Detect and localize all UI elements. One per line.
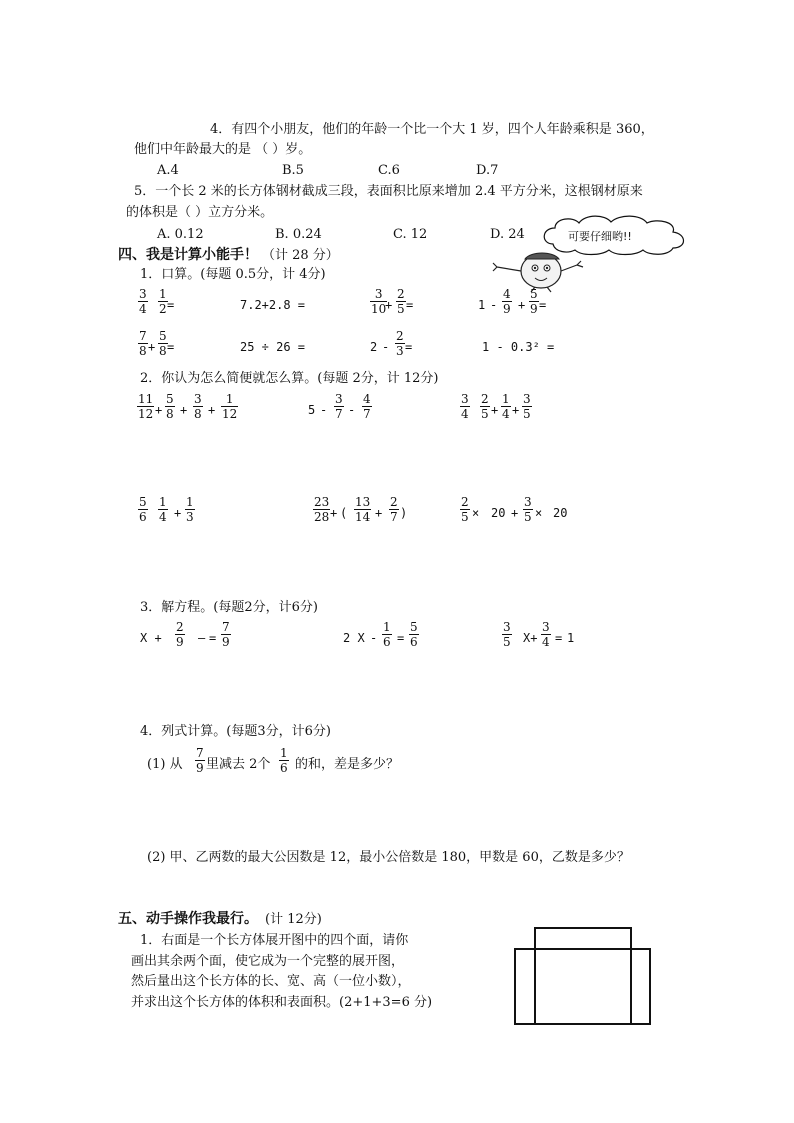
expr-1-0.3sq: 1 - 0.3² = <box>482 340 555 354</box>
section5-line4: 并求出这个长方体的体积和表面积。(2+1+3=6 分) <box>131 995 433 1010</box>
two: 2 <box>370 340 378 354</box>
minus-sign: - <box>382 340 390 354</box>
five: 5 <box>308 403 316 417</box>
plus-sign: + <box>511 506 519 520</box>
section5-line1: 1．右面是一个长方体展开图中的四个面，请你 <box>140 933 409 948</box>
one: 1 <box>478 298 486 312</box>
dash: — <box>198 631 206 645</box>
fraction: $\frac{2}{9}$ <box>176 620 184 649</box>
fraction: $\frac{3}{8}$ <box>194 392 202 421</box>
twenty: 20 <box>491 506 506 520</box>
q5-option-a: A. 0.12 <box>157 227 204 242</box>
minus-sign: - <box>348 403 356 417</box>
section4-title: 四、我是计算小能手！ <box>118 247 258 263</box>
fraction: $\frac{1}{3}$ <box>186 495 194 524</box>
fraction: $\frac{5}{6}$ <box>139 495 147 524</box>
expr-25div26: 25 ÷ 26 = <box>240 340 306 354</box>
plus-sign: + <box>174 506 182 520</box>
two-x: 2 X <box>343 631 365 645</box>
fraction: $\frac{3}{4}$ <box>139 287 147 316</box>
fraction: $\frac{2}{7}$ <box>390 495 398 524</box>
minus-sign: - <box>370 631 378 645</box>
fraction: $\frac{3}{7}$ <box>335 392 343 421</box>
q4-option-a: A.4 <box>157 163 179 178</box>
part2-heading: 2．你认为怎么简便就怎么算。(每题 2分，计 12分) <box>140 371 439 386</box>
plus-sign: + <box>512 403 520 417</box>
fraction: $\frac{4}{9}$ <box>503 287 511 316</box>
plus-sign: + <box>375 506 383 520</box>
fraction: $\frac{1}{4}$ <box>502 392 510 421</box>
times-sign: × <box>472 506 480 520</box>
fraction: $\frac{23}{28}$ <box>314 495 330 524</box>
fraction: $\frac{5}{8}$ <box>166 392 174 421</box>
part4-q2: (2) 甲、乙两数的最大公因数是 12，最小公倍数是 180，甲数是 60，乙数是多少？ <box>147 850 630 865</box>
fraction: $\frac{3}{10}$ <box>371 287 387 316</box>
q5-line1: 5．一个长 2 米的长方体钢材截成三段，表面积比原来增加 2.4 平方分米，这根钢材原来 <box>134 184 643 199</box>
equals-sign: = <box>539 298 547 312</box>
fraction: $\frac{7}{9}$ <box>222 620 230 649</box>
right-paren: ) <box>400 506 408 520</box>
fraction: $\frac{7}{9}$ <box>196 746 204 775</box>
fraction: $\frac{1}{6}$ <box>280 746 288 775</box>
part4-q1-prefix: (1) 从 <box>147 757 183 772</box>
fraction: $\frac{2}{5}$ <box>397 287 405 316</box>
part1-heading: 1．口算。(每题 0.5分，计 4分) <box>140 267 326 282</box>
fraction: $\frac{5}{9}$ <box>530 287 538 316</box>
part4-q1-suffix: 的和，差是多少？ <box>295 757 400 772</box>
plus-sign: + <box>208 403 216 417</box>
times-sign: × <box>535 506 543 520</box>
q4-option-b: B.5 <box>282 163 304 178</box>
cartoon-mascot-icon <box>491 243 587 293</box>
plus-sign: + <box>180 403 188 417</box>
part4-q1-middle: 里减去 2个 <box>206 757 271 772</box>
section5-score: (计 12分) <box>265 912 322 927</box>
fraction: $\frac{3}{4}$ <box>542 620 550 649</box>
q4-line1: 4．有四个小朋友，他们的年龄一个比一个大 1 岁，四个人年龄乘积是 360， <box>210 122 654 137</box>
section5-title: 五、动手操作我最行。 <box>118 911 258 927</box>
plus-sign: + <box>491 403 499 417</box>
fraction: $\frac{13}{14}$ <box>355 495 371 524</box>
fraction: $\frac{2}{5}$ <box>481 392 489 421</box>
fraction: $\frac{11}{12}$ <box>138 392 154 421</box>
part4-heading: 4．列式计算。(每题3分，计6分) <box>140 724 331 739</box>
fraction: $\frac{1}{6}$ <box>383 620 391 649</box>
fraction: $\frac{3}{4}$ <box>461 392 469 421</box>
equals-sign: = <box>555 631 563 645</box>
minus-sign: - <box>490 298 498 312</box>
fraction: $\frac{1}{4}$ <box>159 495 167 524</box>
q5-line2: 的体积是（ ）立方分米。 <box>126 205 274 220</box>
x-plus: X+ <box>523 631 538 645</box>
plus-sign: + <box>330 506 338 520</box>
expr-7.2+2.8: 7.2+2.8 = <box>240 298 306 312</box>
fraction: $\frac{3}{5}$ <box>503 620 511 649</box>
plus-sign: + <box>148 340 156 354</box>
equals-sign: = <box>405 340 413 354</box>
twenty: 20 <box>553 506 568 520</box>
section4-score: （计 28 分） <box>262 248 339 263</box>
equals-sign: = <box>397 631 405 645</box>
q4-option-d: D.7 <box>476 163 499 178</box>
fraction: $\frac{4}{7}$ <box>363 392 371 421</box>
section5-line2: 画出其余两个面，使它成为一个完整的展开图， <box>131 954 405 969</box>
equals-sign: = <box>406 298 414 312</box>
equals-sign: = <box>167 298 175 312</box>
one: 1 <box>567 631 575 645</box>
fraction: $\frac{2}{3}$ <box>396 329 404 358</box>
q4-line2: 他们中年龄最大的是 （ ）岁。 <box>134 142 312 157</box>
equals-sign: = <box>167 340 175 354</box>
part3-heading: 3．解方程。(每题2分，计6分) <box>140 600 318 615</box>
equals-sign: = <box>209 631 217 645</box>
left-paren: ( <box>340 506 348 520</box>
speech-bubble-text: 可要仔细哟!! <box>568 230 632 243</box>
q5-option-d: D. 24 <box>490 227 525 242</box>
fraction: $\frac{3}{5}$ <box>524 495 532 524</box>
fraction: $\frac{1}{2}$ <box>159 287 167 316</box>
q5-option-c: C. 12 <box>393 227 428 242</box>
plus-sign: + <box>385 298 393 312</box>
q4-option-c: C.6 <box>378 163 400 178</box>
net-right-face <box>630 948 651 1025</box>
q5-option-b: B. 0.24 <box>275 227 322 242</box>
fraction: $\frac{1}{12}$ <box>222 392 238 421</box>
minus-sign: - <box>320 403 328 417</box>
net-top-face <box>534 927 632 950</box>
fraction: $\frac{7}{8}$ <box>139 329 147 358</box>
x-plus: X + <box>140 631 162 645</box>
section5-line3: 然后量出这个长方体的长、宽、高（一位小数）， <box>131 974 411 989</box>
plus-sign: + <box>155 403 163 417</box>
fraction: $\frac{2}{5}$ <box>461 495 469 524</box>
fraction: $\frac{3}{5}$ <box>523 392 531 421</box>
plus-sign: + <box>518 298 526 312</box>
fraction: $\frac{5}{8}$ <box>159 329 167 358</box>
net-front-face <box>534 948 632 1025</box>
fraction: $\frac{5}{6}$ <box>410 620 418 649</box>
net-left-face <box>514 948 536 1025</box>
